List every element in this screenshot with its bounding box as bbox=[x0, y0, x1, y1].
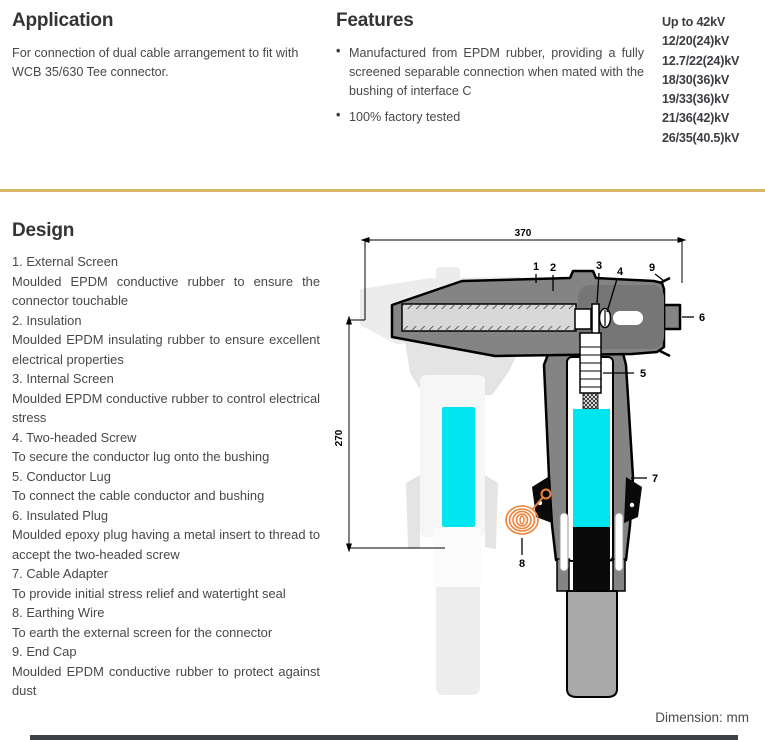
callout-5: 5 bbox=[639, 368, 647, 380]
footer-bar bbox=[30, 735, 738, 740]
voltage-rating-line: 18/30(36)kV bbox=[662, 72, 730, 87]
cable-insulation bbox=[573, 409, 610, 527]
features-list bbox=[336, 44, 644, 134]
design-item-desc: To provide initial stress relief and watertight seal bbox=[12, 585, 286, 601]
callout-4: 4 bbox=[616, 266, 624, 278]
features-title: Features bbox=[336, 10, 414, 31]
cable-core bbox=[573, 527, 610, 593]
design-item-name: 3. Internal Screen bbox=[12, 371, 114, 386]
design-item-name: 2. Insulation bbox=[12, 312, 82, 328]
feature-bullet bbox=[336, 108, 644, 127]
bullet-icon: • bbox=[336, 44, 341, 58]
callout-3: 3 bbox=[595, 260, 603, 272]
section-divider bbox=[0, 189, 765, 192]
design-item-name: 7. Cable Adapter bbox=[12, 566, 109, 581]
callout-1: 1 bbox=[532, 261, 540, 273]
voltage-rating-line: 19/33(36)kV bbox=[662, 92, 730, 107]
design-item-name: 1. External Screen bbox=[12, 254, 119, 269]
voltage-rating-line: 21/36(42)kV bbox=[662, 111, 730, 126]
bullet-icon: • bbox=[336, 108, 341, 122]
bushing bbox=[402, 304, 576, 331]
design-item-desc: Moulded EPDM conductive rubber to control electrical stress bbox=[12, 390, 320, 425]
design-item-desc: Moulded EPDM conductive rubber to ensure the connector touchable bbox=[12, 273, 320, 308]
design-title: Design bbox=[12, 220, 75, 241]
design-item-desc: Moulded EPDM conductive rubber to protect against dust bbox=[12, 663, 320, 698]
design-item-desc: Moulded epoxy plug having a metal insert to thread to accept the two-headed screw bbox=[12, 527, 320, 562]
dim-height-label: 270 bbox=[334, 429, 345, 447]
design-item-desc: To earth the external screen for the connector bbox=[12, 624, 273, 640]
design-item-name: 6. Insulated Plug bbox=[12, 507, 109, 523]
feature-text: Manufactured from EPDM rubber, providing a fully screened separable connection when mated with the bushing of interface C bbox=[349, 46, 644, 98]
voltage-rating-line: 26/35(40.5)kV bbox=[662, 130, 740, 145]
voltage-rating-line: Up to 42kV bbox=[662, 15, 726, 29]
callout-8: 8 bbox=[518, 558, 526, 570]
design-item-desc: To connect the cable conductor and bushing bbox=[12, 488, 265, 503]
callout-7: 7 bbox=[651, 473, 659, 485]
voltage-rating-line: 12.7/22(24)kV bbox=[662, 53, 740, 68]
application-body: For connection of dual cable arrangement to fit with WCB 35/630 Tee connector. bbox=[12, 46, 299, 79]
design-item-desc: To secure the conductor lug onto the bushing bbox=[12, 449, 270, 464]
cable-jacket bbox=[567, 591, 617, 697]
dim-width-label: 370 bbox=[514, 228, 532, 239]
feature-bullet bbox=[336, 44, 644, 101]
callout-6: 6 bbox=[698, 312, 706, 324]
conductor-lug bbox=[580, 333, 601, 409]
design-item-name: 8. Earthing Wire bbox=[12, 605, 105, 620]
design-item-name: 9. End Cap bbox=[12, 644, 77, 659]
design-list bbox=[12, 252, 320, 701]
dimension-note: Dimension: mm bbox=[655, 710, 749, 725]
callout-9: 9 bbox=[648, 262, 656, 274]
callout-2: 2 bbox=[549, 262, 557, 274]
design-item-name: 4. Two-headed Screw bbox=[12, 429, 137, 445]
voltage-ratings bbox=[662, 13, 762, 148]
design-item-desc: Moulded EPDM insulating rubber to ensure excellent electrical properties bbox=[12, 332, 320, 367]
connector-diagram bbox=[330, 225, 765, 730]
bushing-bore bbox=[613, 311, 643, 325]
design-item-name: 5. Conductor Lug bbox=[12, 468, 111, 484]
feature-text: 100% factory tested bbox=[349, 110, 461, 124]
insulated-plug bbox=[664, 305, 680, 329]
voltage-rating-line: 12/20(24)kV bbox=[662, 34, 730, 49]
application-title: Application bbox=[12, 10, 114, 31]
